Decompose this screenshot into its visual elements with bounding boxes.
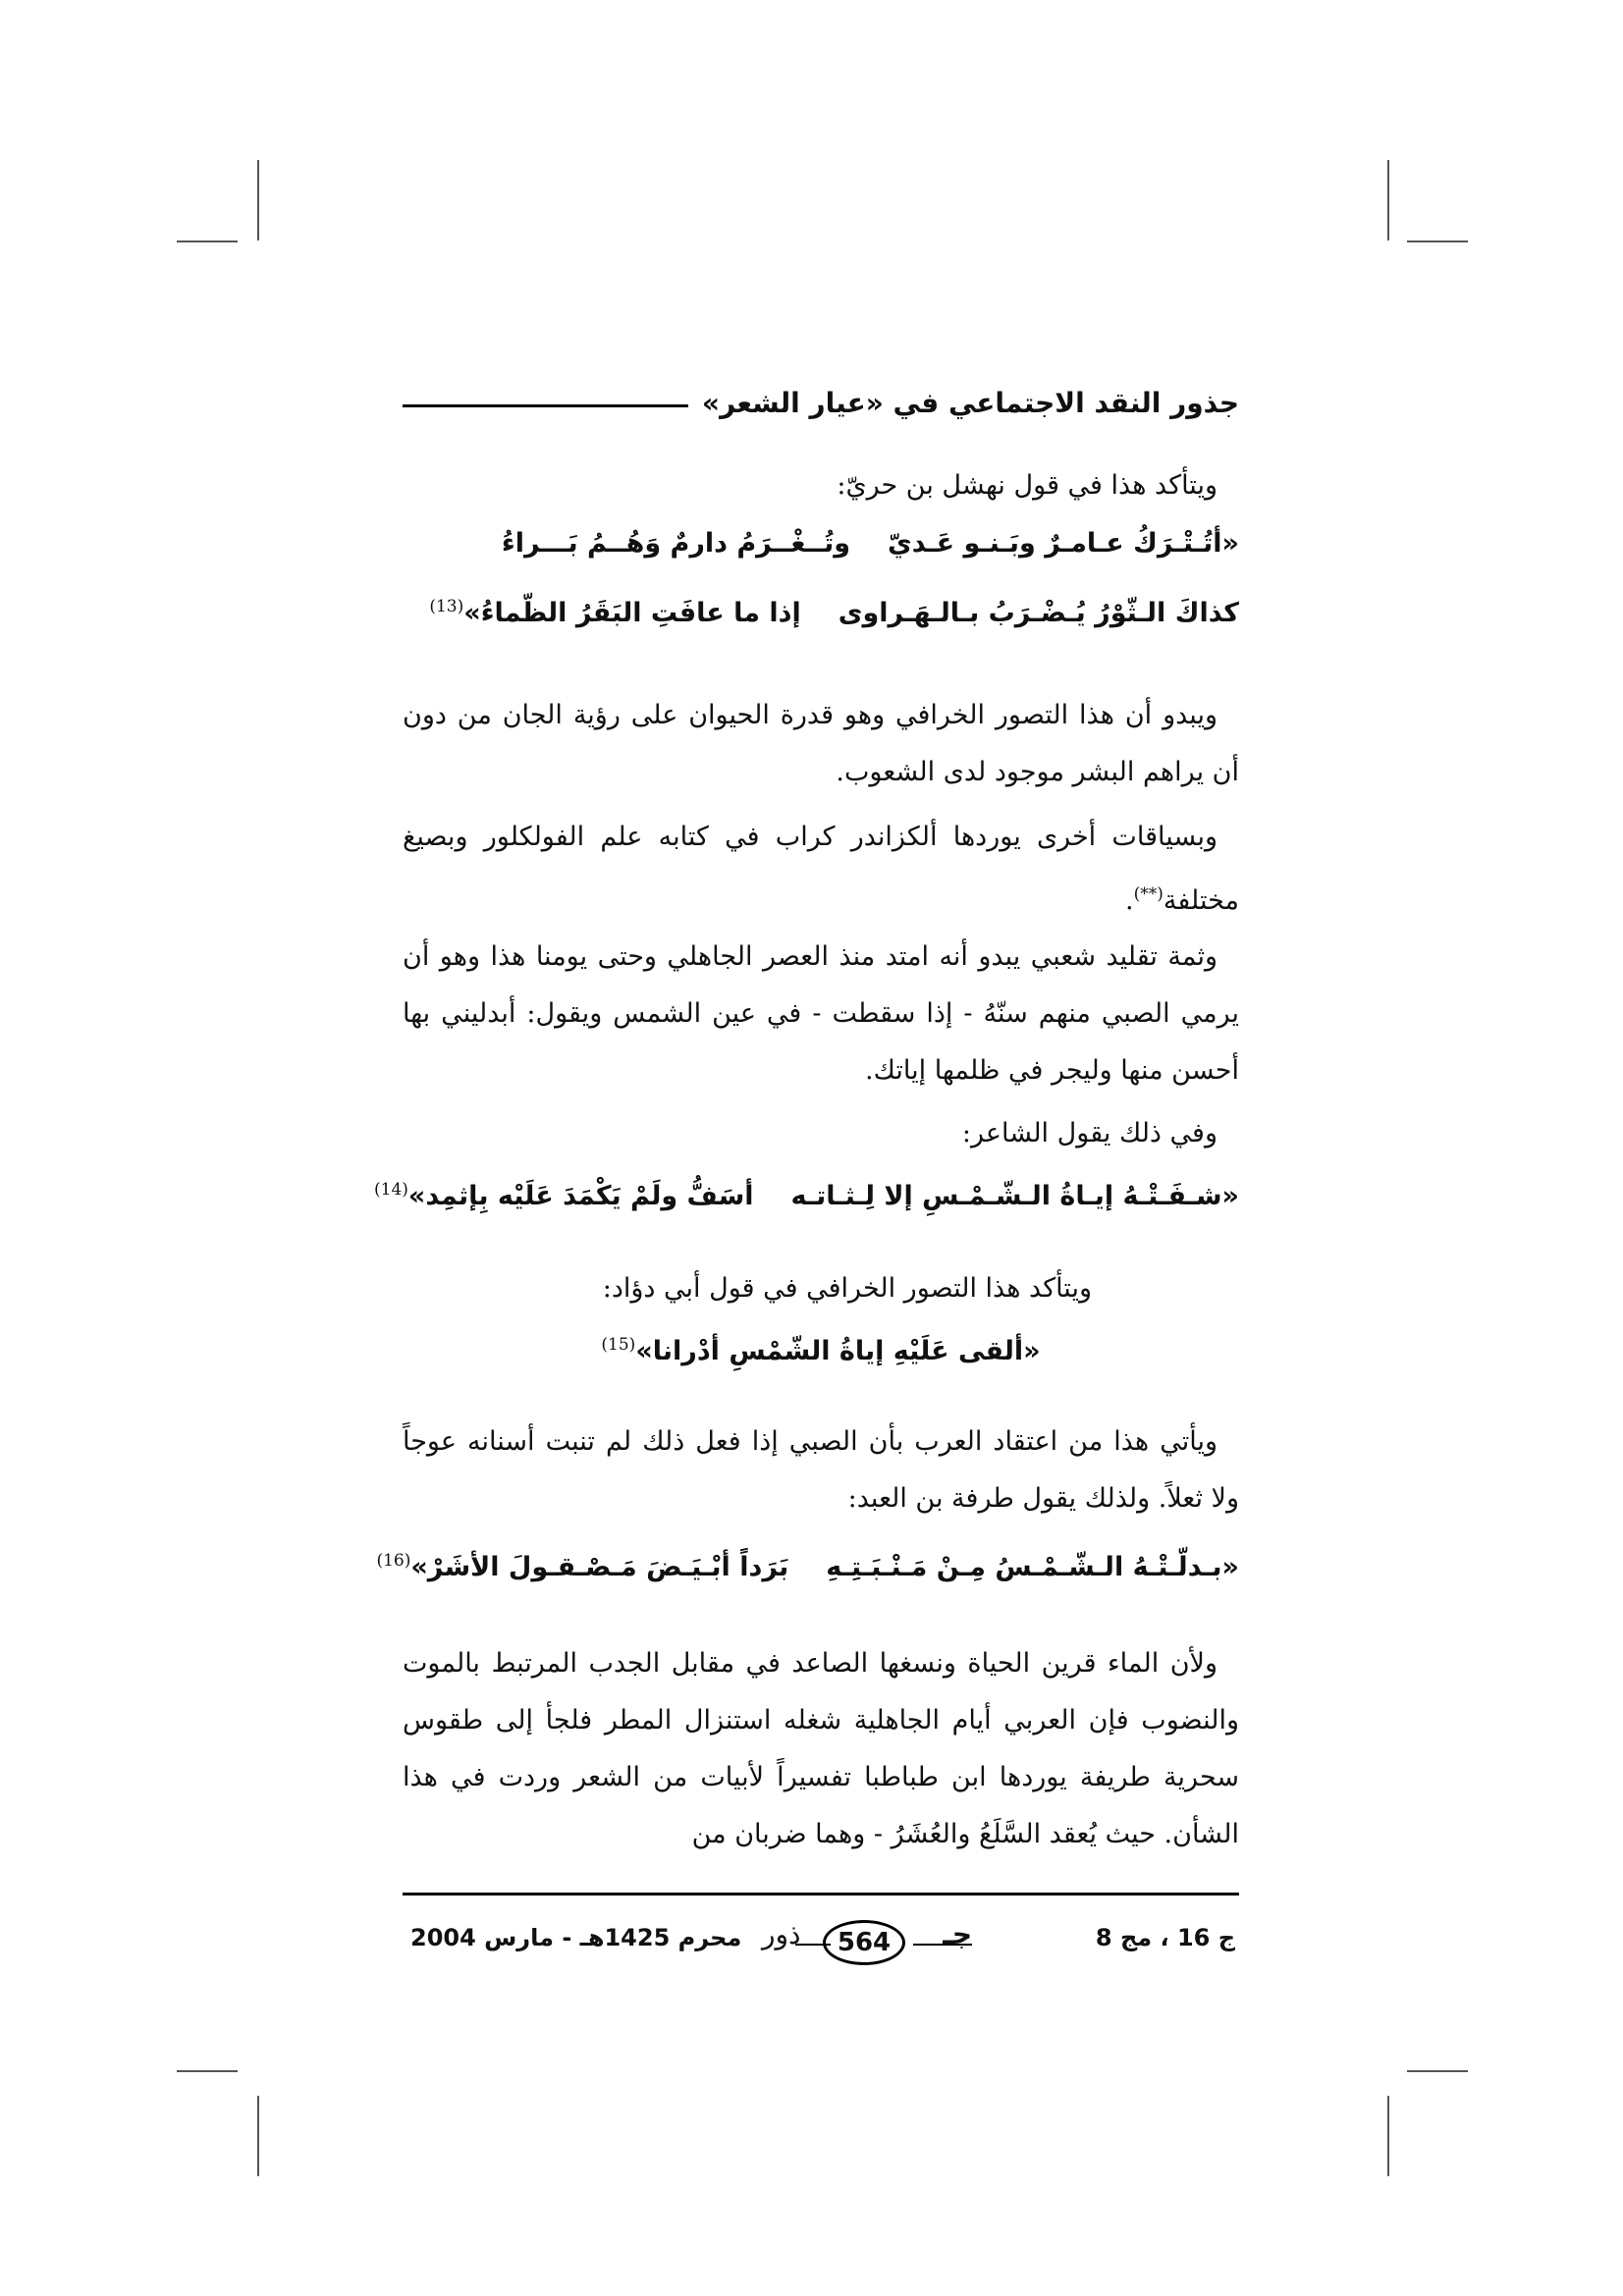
crop-mark xyxy=(177,2070,238,2072)
footnote-ref: (14) xyxy=(373,1180,408,1200)
page-footer xyxy=(403,1914,1239,1973)
paragraph-text: وبسياقات أخرى يوردها ألكزاندر كراب في كتابه علم الفولكلور وبصيغ مختلفة xyxy=(403,822,1239,916)
crop-mark xyxy=(257,160,259,240)
verse-line xyxy=(373,1180,1239,1211)
verse-hemistich: «شـفَـتْـهُ إيـاةُ الـشّـمْـسِ إلا لِـثـاتـه xyxy=(790,1181,1239,1211)
verse-line xyxy=(403,528,1239,559)
footnote-ref: (15) xyxy=(601,1335,636,1355)
paragraph: ويأتي هذا من اعتقاد العرب بأن الصبي إذا فعل ذلك لم تنبت أسنانه عوجاً ولا ثعلاً. ولذلك يقول طرفة بن العبد: xyxy=(403,1426,1239,1514)
paragraph: ويتأكد هذا في قول نهشل بن حريّ: xyxy=(837,470,1217,501)
verse-line xyxy=(403,597,1239,628)
paragraph: وثمة تقليد شعبي يبدو أنه امتد منذ العصر الجاهلي وحتى يومنا هذا وهو أن يرمي الصبي منهم سنّهُ - إذا سقطت - في عين الشمس ويقول: أبدليني بها أحسن منها وليجر في ظلمها إياتك. xyxy=(403,941,1239,1086)
verse-hemistich: «ألقى عَلَيْهِ إياةُ الشّمْسِ أدْرانا» xyxy=(635,1336,1041,1366)
issue-info: ج 16 ، مج 8 xyxy=(1095,1924,1235,1951)
page-number: 564 xyxy=(823,1920,905,1965)
header-title: جذور النقد الاجتماعي في «عيار الشعر» xyxy=(701,386,1239,419)
logo-letter: جـ xyxy=(943,1918,972,1950)
crop-mark xyxy=(1387,2096,1389,2176)
header-rule xyxy=(403,404,688,407)
crop-mark xyxy=(177,240,238,242)
crop-mark xyxy=(257,2096,259,2176)
verse-line xyxy=(376,1551,1239,1582)
issue-date: محرم 1425هـ - مارس 2004 xyxy=(410,1924,742,1951)
crop-mark xyxy=(1407,240,1468,242)
paragraph: ولأن الماء قرين الحياة ونسغها الصاعد في مقابل الجدب المرتبط بالموت والنضوب فإن العربي أيام الجاهلية شغله استنزال المطر فلجأ إلى طقوس سحرية طريفة يوردها ابن طباطبا تفسيراً لأبيات من الشعر وردت في هذا الشأن. حيث يُعقد السَّلَعُ والعُشَرُ - وهما ضربان من xyxy=(403,1648,1239,1849)
running-header xyxy=(403,383,1239,422)
paragraph: ويتأكد هذا التصور الخرافي في قول أبي دؤاد: xyxy=(602,1273,1092,1304)
verse-hemistich: بَرَداً أبْـيَـضَ مَـصْـقـولَ الأشَرْ» xyxy=(410,1552,789,1582)
paragraph: ويبدو أن هذا التصور الخرافي وهو قدرة الحيوان على رؤية الجان من دون أن يراهم البشر موجود لدى الشعوب. xyxy=(403,700,1239,787)
verse-hemistich: كذاكَ الـثّوْرُ يُـضْـرَبُ بـالـهَـراوى xyxy=(838,598,1239,628)
logo-word: ذور xyxy=(762,1918,801,1950)
verse-hemistich: إذا ما عافَتِ البَقَرُ الظّماءُ» xyxy=(463,598,801,628)
crop-mark xyxy=(1387,160,1389,240)
footnote-ref: (13) xyxy=(429,597,464,616)
document-page xyxy=(373,373,1239,1957)
verse-hemistich: وتُــغْــرَمُ دارمٌ وَهُــمُ بَـــراءُ xyxy=(501,528,851,559)
verse-hemistich: «بـدلّـتْـهُ الـشّـمْـسُ مِـنْ مَـنْـبَـتِـهِ xyxy=(826,1552,1239,1582)
journal-logo xyxy=(756,1914,982,1969)
crop-mark xyxy=(1407,2070,1468,2072)
footnote-ref: (16) xyxy=(376,1551,411,1571)
paragraph: وفي ذلك يقول الشاعر: xyxy=(961,1118,1217,1148)
verse-hemistich: أسَفُّ ولَمْ يَكْمَدَ عَلَيْه بِإثمِد» xyxy=(407,1181,754,1211)
footnote-ref: (**) xyxy=(1133,884,1163,904)
paragraph: وبسياقات أخرى يوردها ألكزاندر كراب في كتابه علم الفولكلور وبصيغ مختلفة(**). xyxy=(403,822,1239,916)
verse-hemistich: «أتُـتْـرَكُ عـامـرٌ وبَـنـو عَـديّ xyxy=(888,528,1239,559)
verse-line xyxy=(403,1335,1239,1366)
footer-rule xyxy=(403,1893,1239,1896)
